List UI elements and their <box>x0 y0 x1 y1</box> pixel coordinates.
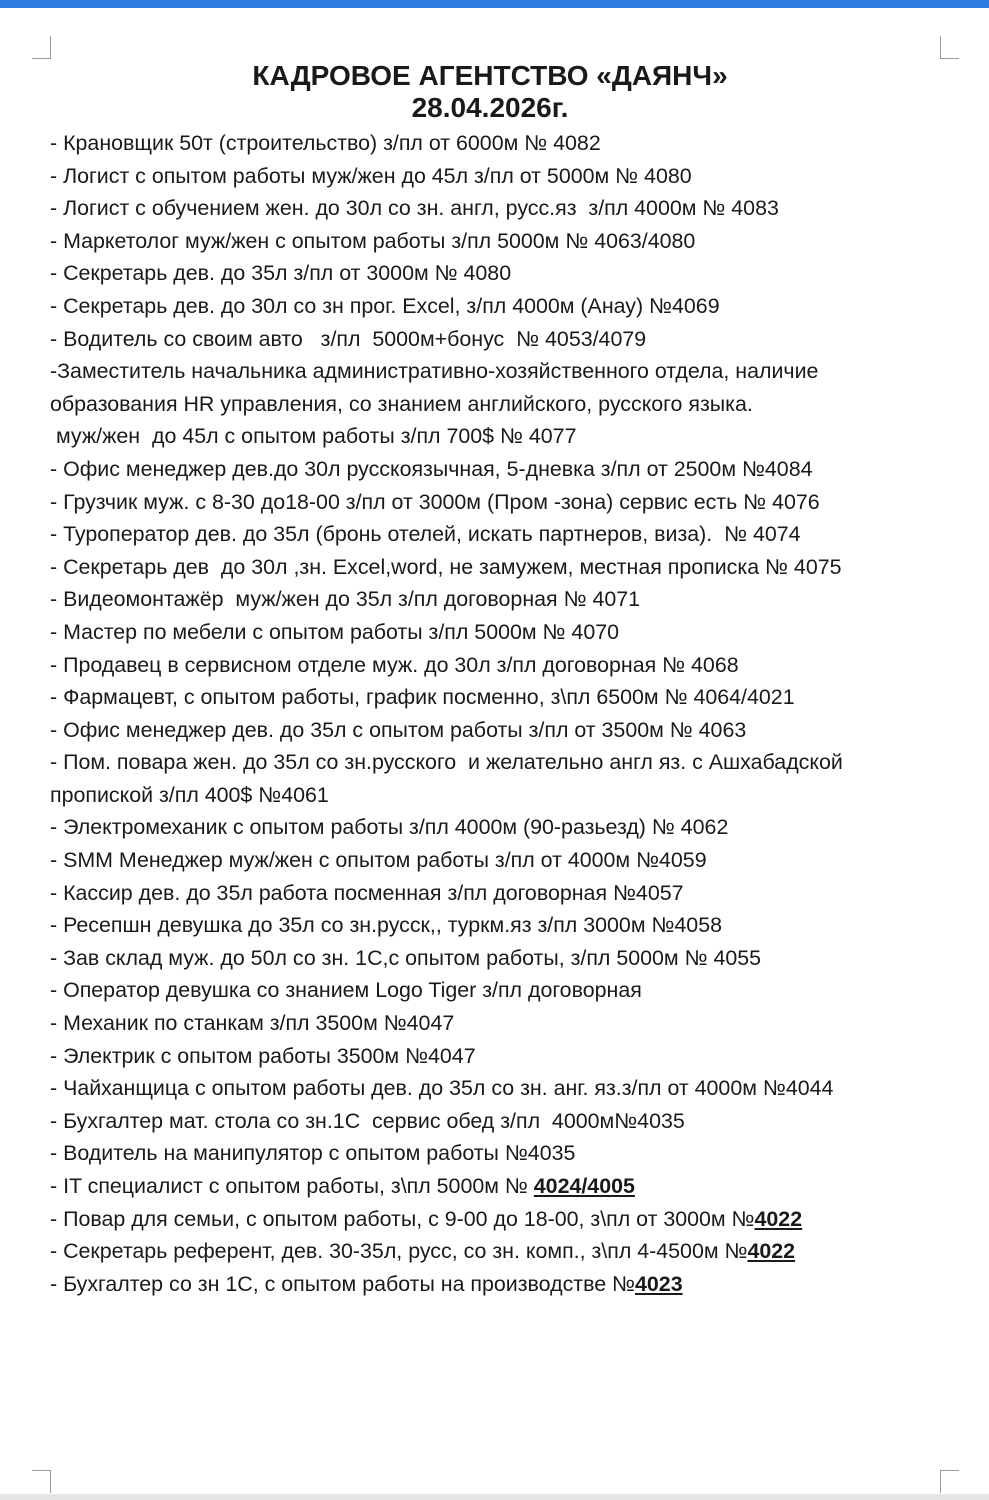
job-listing <box>50 1170 930 1203</box>
job-text: - Чайханщица с опытом работы дев. до 35л со зн. анг. яз.з/пл от 4000м №4044 <box>50 1076 834 1101</box>
job-listing <box>50 616 930 649</box>
job-text: - Логист с обучением жен. до 30л со зн. англ, русс.яз з/пл 4000м № 4083 <box>50 196 779 221</box>
job-text: муж/жен до 45л с опытом работы з/пл 700$ № 4077 <box>50 424 577 449</box>
job-listing <box>50 844 930 877</box>
vacancy-number: 4023 <box>635 1271 683 1296</box>
job-text: - Пом. повара жен. до 35л со зн.русского и желательно англ яз. с Ашхабадской пропиской з/пл 400$ №4061 <box>50 750 849 807</box>
job-listing <box>50 355 930 420</box>
job-text: - Офис менеджер дев.до 30л русскоязычная, 5-дневка з/пл от 2500м №4084 <box>50 456 813 481</box>
job-text: - Секретарь дев. до 30л со зн прог. Excel, з/пл 4000м (Анау) №4069 <box>50 293 720 318</box>
job-text: - Маркетолог муж/жен с опытом работы з/пл 5000м № 4063/4080 <box>50 228 696 253</box>
job-listing <box>50 1235 930 1268</box>
job-text: - Фармацевт, с опытом работы, график посменно, з\пл 6500м № 4064/4021 <box>50 685 795 710</box>
job-text: - Секретарь дев до 30л ,зн. Excel,word, не замужем, местная прописка № 4075 <box>50 554 842 579</box>
job-text: - Электромеханик с опытом работы з/пл 4000м (90-разьезд) № 4062 <box>50 815 729 840</box>
job-listing <box>50 1072 930 1105</box>
job-listing <box>50 877 930 910</box>
job-listing <box>50 583 930 616</box>
job-text: - Логист с опытом работы муж/жен до 45л з/пл от 5000м № 4080 <box>50 163 692 188</box>
job-listing <box>50 714 930 747</box>
vacancy-number: 4022 <box>754 1206 803 1231</box>
job-text: - Крановщик 50т (строительство) з/пл от 6000м № 4082 <box>50 131 601 155</box>
job-listing <box>50 551 930 584</box>
job-text: - Водитель на манипулятор с опытом работы №4035 <box>50 1141 576 1166</box>
job-list <box>50 127 930 1300</box>
job-listing <box>50 420 930 453</box>
job-text: - Продавец в сервисном отделе муж. до 30л з/пл договорная № 4068 <box>50 652 739 677</box>
job-listing <box>50 486 930 519</box>
job-listing <box>50 974 930 1007</box>
page-corner-mark <box>32 1470 51 1493</box>
top-accent-bar <box>0 0 989 8</box>
job-listing <box>50 649 930 682</box>
document-date: 28.04.2026г. <box>411 92 569 123</box>
document-title: КАДРОВОЕ АГЕНТСТВО «ДАЯНЧ» <box>252 60 728 91</box>
job-listing <box>50 1203 930 1236</box>
job-listing <box>50 453 930 486</box>
job-listing <box>50 746 930 811</box>
document-page <box>50 60 930 1300</box>
job-text: - Повар для семьи, с опытом работы, с 9-00 до 18-00, з\пл от 3000м № <box>50 1206 755 1231</box>
job-text: - Водитель со своим авто з/пл 5000м+бонус № 4053/4079 <box>50 326 647 351</box>
job-text: - Кассир дев. до 35л работа посменная з/пл договорная №4057 <box>50 880 684 905</box>
job-text: - Электрик с опытом работы 3500м №4047 <box>50 1043 476 1068</box>
job-listing <box>50 1105 930 1138</box>
job-text: - Зав склад муж. до 50л со зн. 1С,с опытом работы, з/пл 5000м № 4055 <box>50 945 762 970</box>
job-text: - Бухгалтер мат. стола со зн.1С сервис обед з/пл 4000м№4035 <box>50 1108 685 1133</box>
job-listing <box>50 811 930 844</box>
job-listing <box>50 323 930 356</box>
job-listing <box>50 160 930 193</box>
job-listing <box>50 942 930 975</box>
job-text: - IT специалист с опытом работы, з\пл 5000м № <box>50 1174 534 1198</box>
job-listing <box>50 257 930 290</box>
job-listing <box>50 290 930 323</box>
job-text: - Офис менеджер дев. до 35л с опытом работы з/пл от 3500м № 4063 <box>50 717 747 742</box>
job-listing <box>50 1137 930 1170</box>
job-text: - Грузчик муж. с 8-30 до18-00 з/пл от 3000м (Пром -зона) сервис есть № 4076 <box>50 489 820 514</box>
job-listing <box>50 518 930 551</box>
job-text: - Туроператор дев. до 35л (бронь отелей, искать партнеров, виза). № 4074 <box>50 522 801 547</box>
vacancy-number: 4024/4005 <box>533 1174 635 1198</box>
job-text: - Бухгалтер со зн 1С, с опытом работы на производстве № <box>50 1271 635 1296</box>
bottom-edge <box>0 1494 989 1500</box>
job-text: - Секретарь дев. до 35л з/пл от 3000м № 4080 <box>50 261 512 286</box>
job-listing <box>50 1040 930 1073</box>
page-corner-mark <box>940 1470 959 1493</box>
job-text: - Видеомонтажёр муж/жен до 35л з/пл договорная № 4071 <box>50 587 641 612</box>
job-text: - Механик по станкам з/пл 3500м №4047 <box>50 1011 455 1036</box>
page-corner-mark <box>940 36 959 59</box>
job-text: - SMM Менеджер муж/жен с опытом работы з/пл от 4000м №4059 <box>50 848 707 873</box>
job-listing <box>50 225 930 258</box>
job-text: -Заместитель начальника административно-хозяйственного отдела, наличие образования HR управления, со знанием английского, русского языка. <box>50 359 843 416</box>
job-listing <box>50 1268 930 1301</box>
page-corner-mark <box>32 36 51 59</box>
job-listing <box>50 192 930 225</box>
job-listing <box>50 681 930 714</box>
job-text: - Ресепшн девушка до 35л со зн.русск,, туркм.яз з/пл 3000м №4058 <box>50 913 722 938</box>
job-text: - Оператор девушка со знанием Logo Tiger з/пл договорная <box>50 978 642 1003</box>
job-listing <box>50 1007 930 1040</box>
job-text: - Секретарь референт, дев. 30-35л, русс, со зн. комп., з\пл 4-4500м № <box>50 1239 748 1264</box>
job-text: - Мастер по мебели с опытом работы з/пл 5000м № 4070 <box>50 619 620 644</box>
job-listing <box>50 909 930 942</box>
job-listing <box>50 127 930 160</box>
vacancy-number: 4022 <box>747 1239 796 1264</box>
